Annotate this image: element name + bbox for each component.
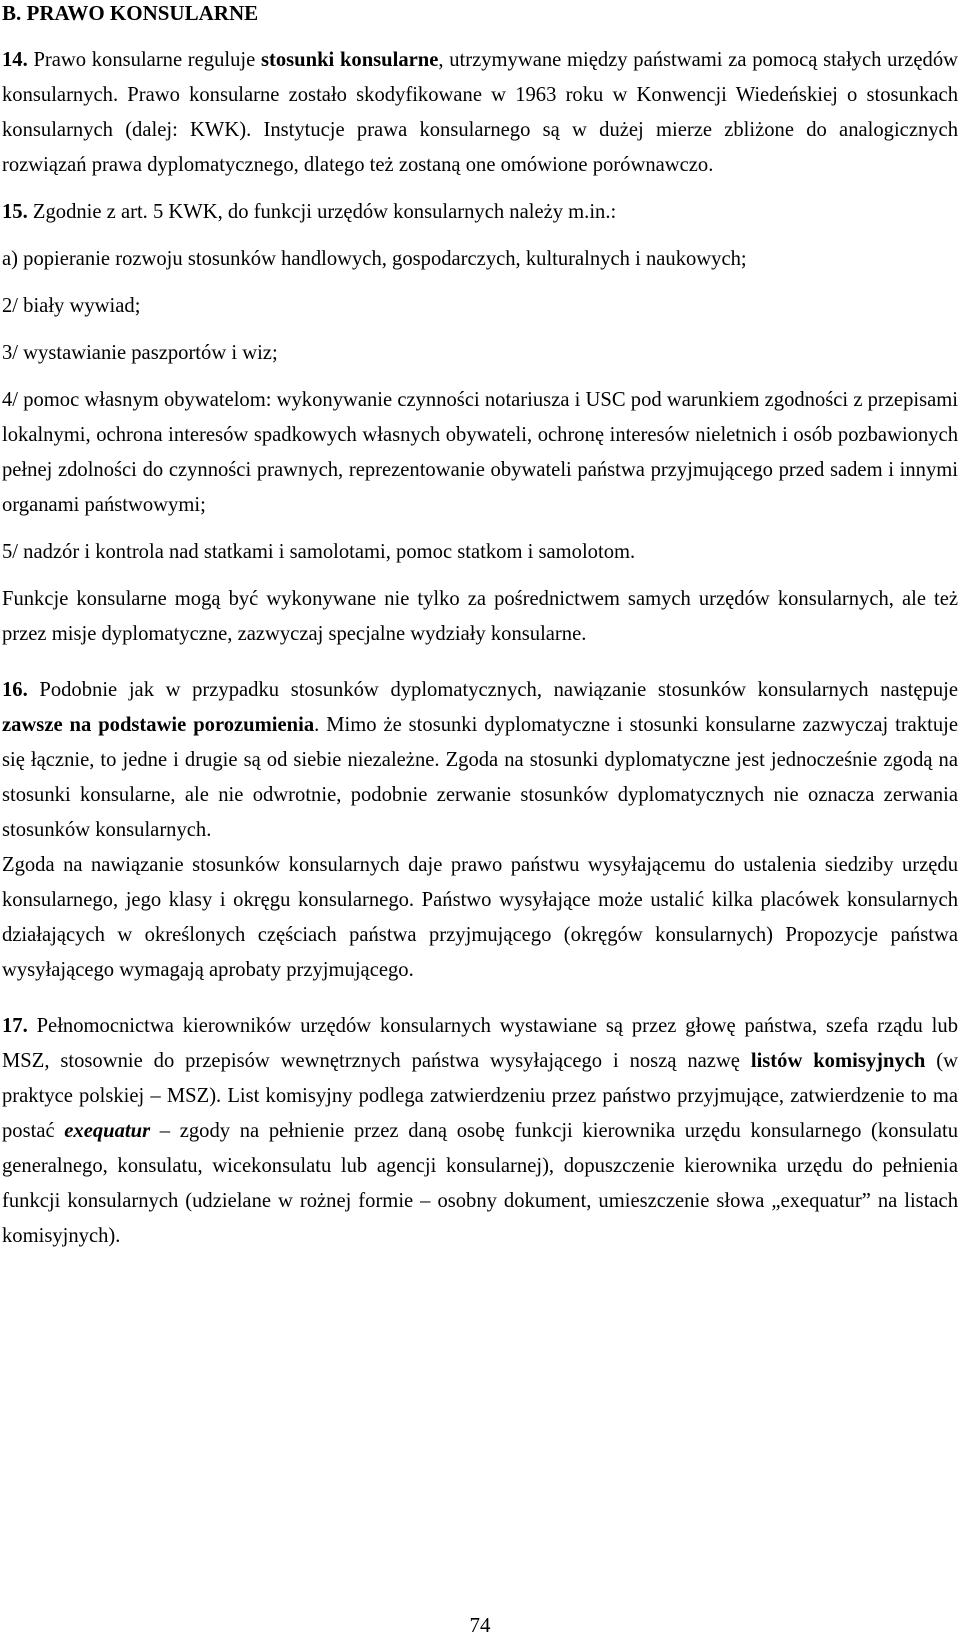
paragraph-14-bold-term: stosunki konsularne <box>260 49 439 71</box>
list-item-2: 2/ biały wywiad; <box>2 295 141 317</box>
paragraph-16-text-1: Podobnie jak w przypadku stosunków dyplomatycznych, nawiązanie stosunków konsularnych następuje <box>27 679 958 701</box>
document-page <box>2 0 958 1254</box>
list-item-4: 4/ pomoc własnym obywatelom: wykonywanie czynności notariusza i USC pod warunkiem zgodności z przepisami lokalnymi, ochrona interesów spadkowych własnych obywateli, ochronę interesów nieletnich i osób pozbawionych pełnej zdolności do czynności prawnych, reprezentowanie obywateli państwa przyjmującego przed sadem i innymi organami państwowymi; <box>2 389 958 516</box>
paragraph-14-text-1: Prawo konsularne reguluje <box>27 49 261 71</box>
paragraph-17-italic-term: exequatur <box>64 1120 151 1142</box>
paragraph-16 <box>2 673 958 848</box>
paragraph-15-intro <box>2 195 958 230</box>
paragraph-14 <box>2 43 958 183</box>
section-number-16: 16. <box>2 679 28 701</box>
section-number-15: 15. <box>2 201 28 223</box>
section-number-17: 17. <box>2 1015 28 1037</box>
paragraph-17 <box>2 1009 958 1254</box>
section-number-14: 14. <box>2 49 28 71</box>
paragraph-15-intro-text: Zgodnie z art. 5 KWK, do funkcji urzędów konsularnych należy m.in.: <box>27 201 617 223</box>
paragraph-17-text-3: – zgody na pełnienie przez daną osobę funkcji kierownika urzędu konsularnego (konsulatu generalnego, konsulatu, wicekonsulatu lub agencji konsularnej), dopuszczenie kierownika urzędu do pełnienia funkcji konsularnych (udzielane w rożnej formie – osobny dokument, umieszczenie słowa „exequatur” na listach komisyjnych). <box>2 1120 958 1247</box>
paragraph-16-text-2: . Mimo że stosunki dyplomatyczne i stosunki konsularne zazwyczaj traktuje się łącznie, to jedne i drugie są od siebie niezależne. Zgoda na stosunki dyplomatyczne jest jednocześnie zgodą na stosunki konsularne, ale nie odwrotnie, podobnie zerwanie stosunków dyplomatycznych nie oznacza zerwania stosunków konsularnych. <box>2 714 958 841</box>
list-item-5: 5/ nadzór i kontrola nad statkami i samolotami, pomoc statkom i samolotom. <box>2 541 636 563</box>
section-heading: B. PRAWO KONSULARNE <box>2 1 259 25</box>
paragraph-17-text-1: Pełnomocnictwa kierowników urzędów konsularnych wystawiane są przez głowę państwa, szefa rządu lub MSZ, stosownie do przepisów wewnętrznych państwa wysyłającego i noszą nazwę <box>2 1015 958 1072</box>
paragraph-16-continued: Zgoda na nawiązanie stosunków konsularnych daje prawo państwu wysyłającemu do ustalenia siedziby urzędu konsularnego, jego klasy i okręgu konsularnego. Państwo wysyłające może ustalić kilka placówek konsularnych działających w określonych częściach państwa przyjmującego (okręgów konsularnych) Propozycje państwa wysyłającego wymagają aprobaty przyjmującego. <box>2 854 958 981</box>
paragraph-17-bold-term: listów komisyjnych <box>750 1050 926 1072</box>
paragraph-14-text-2: , utrzymywane między państwami za pomocą stałych urzędów konsularnych. Prawo konsularne zostało skodyfikowane w 1963 roku w Konwencji Wiedeńskiej o stosunkach konsularnych (dalej: KWK). Instytucje prawa konsularnego są w dużej mierze zbliżone do analogicznych rozwiązań prawa dyplomatycznego, dlatego też zostaną one omówione porównawczo. <box>2 49 959 176</box>
list-item-3: 3/ wystawianie paszportów i wiz; <box>2 342 278 364</box>
list-item-a: a) popieranie rozwoju stosunków handlowych, gospodarczych, kulturalnych i naukowych; <box>2 248 747 270</box>
paragraph-16-bold-term: zawsze na podstawie porozumienia <box>2 714 315 736</box>
page-number: 74 <box>469 1613 491 1637</box>
paragraph-17-text-2: (w praktyce polskiej – MSZ). List komisyjny podlega zatwierdzeniu przez państwo przyjmujące, zatwierdzenie to ma postać <box>2 1050 958 1142</box>
paragraph-15-closing: Funkcje konsularne mogą być wykonywane nie tylko za pośrednictwem samych urzędów konsularnych, ale też przez misje dyplomatyczne, zazwyczaj specjalne wydziały konsularne. <box>2 588 958 645</box>
